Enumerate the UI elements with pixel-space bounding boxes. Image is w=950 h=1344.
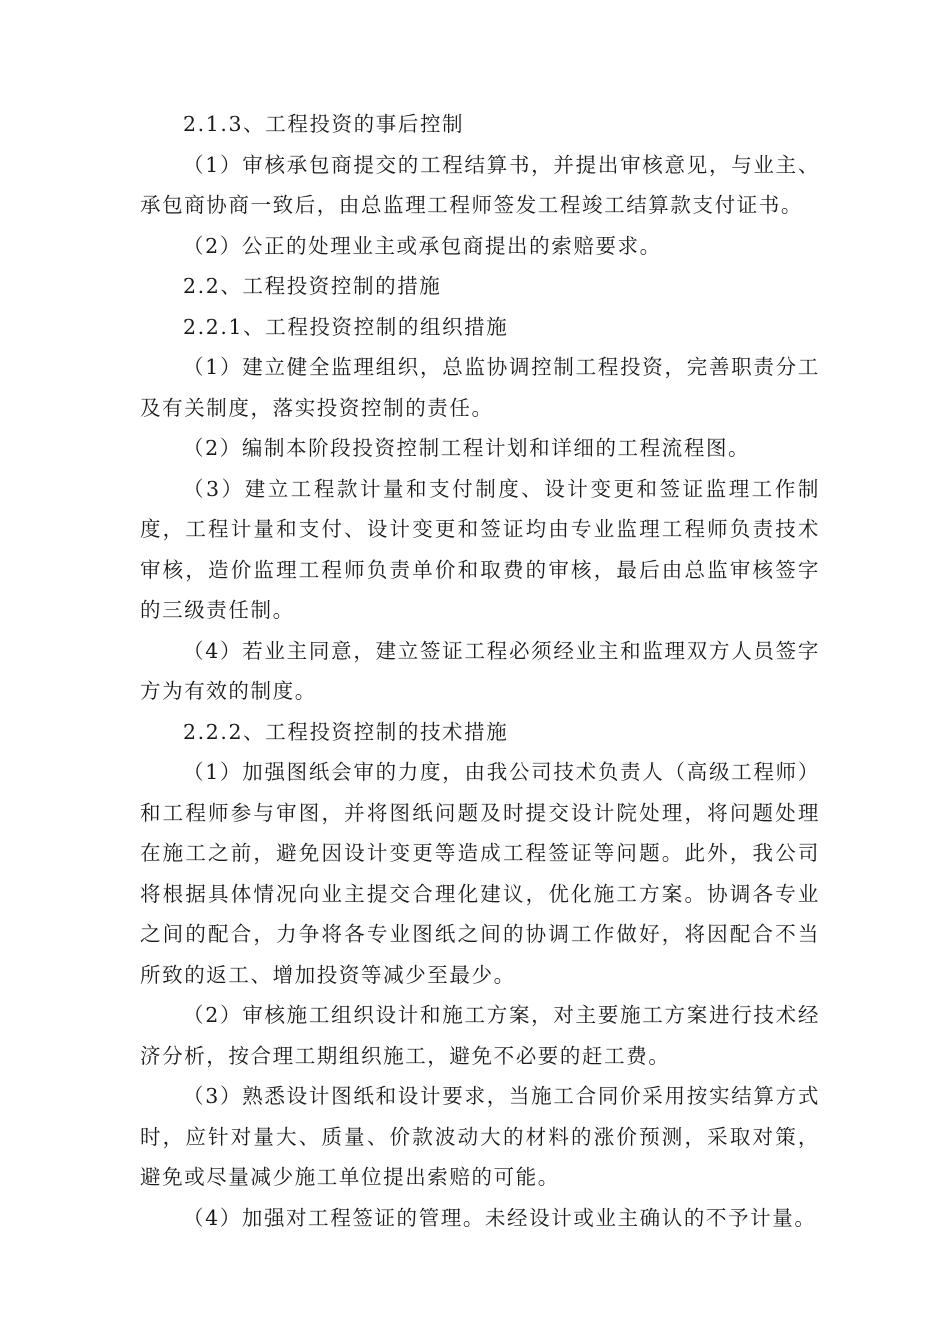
paragraph: （3）熟悉设计图纸和设计要求，当施工合同价采用按实结算方式时，应针对量大、质量、价款波动大的材料的涨价预测，采取对策，避免或尽量减少施工单位提出索赔的可能。 [140, 1084, 820, 1189]
section-heading-2-1-3: 2.1.3、工程投资的事后控制 [183, 112, 465, 136]
document-body [140, 104, 820, 1238]
section-heading-2-2-2: 2.2.2、工程投资控制的技术措施 [183, 719, 509, 744]
paragraph: （4）若业主同意，建立签证工程必须经业主和监理双方人员签字方为有效的制度。 [140, 638, 820, 703]
paragraph: （2）公正的处理业主或承包商提出的索赔要求。 [183, 233, 662, 258]
section-heading-2-2: 2.2、工程投资控制的措施 [183, 274, 442, 298]
paragraph: （2）编制本阶段投资控制工程计划和详细的工程流程图。 [183, 436, 751, 460]
paragraph: （1）审核承包商提交的工程结算书，并提出审核意见，与业主、承包商协商一致后，由总监理工程师签发工程竣工结算款支付证书。 [140, 152, 820, 217]
paragraph: （4）加强对工程签证的管理。未经设计或业主确认的不予计量。 [183, 1205, 817, 1230]
paragraph: （1）加强图纸会审的力度，由我公司技术负责人（高级工程师）和工程师参与审图，并将图纸问题及时提交设计院处理，将问题处理在施工之前，避免因设计变更等造成工程签证等问题。此外，我公司将根据具体情况向业主提交合理化建议，优化施工方案。协调各专业之间的配合，力争将各专业图纸之间的协调工作做好，将因配合不当所致的返工、增加投资等减少至最少。 [140, 760, 820, 987]
paragraph: （3）建立工程款计量和支付制度、设计变更和签证监理工作制度，工程计量和支付、设计变更和签证均由专业监理工程师负责技术审核，造价监理工程师负责单价和取费的审核，最后由总监审核签字的三级责任制。 [140, 476, 820, 622]
section-heading-2-2-1: 2.2.1、工程投资控制的组织措施 [183, 314, 509, 339]
paragraph: （1）建立健全监理组织，总监协调控制工程投资，完善职责分工及有关制度，落实投资控制的责任。 [140, 355, 820, 420]
paragraph: （2）审核施工组织设计和施工方案，对主要施工方案进行技术经济分析，按合理工期组织施工，避免不必要的赶工费。 [140, 1003, 820, 1068]
